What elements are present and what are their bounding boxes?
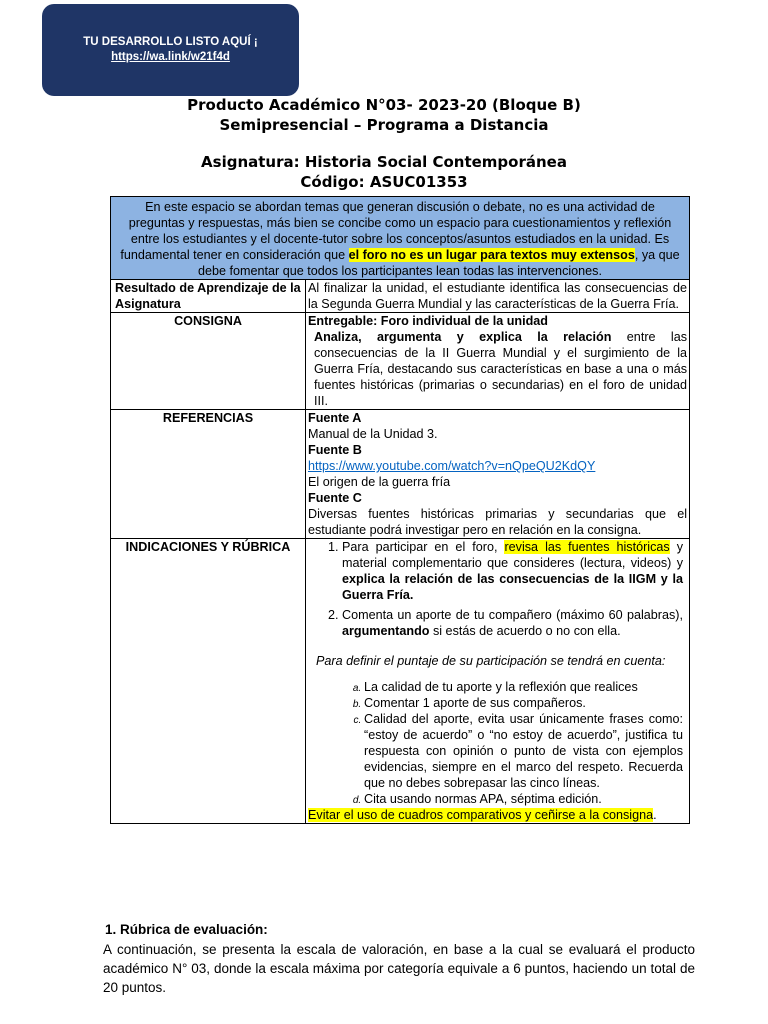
course-name: Asignatura: Historia Social Contemporánea [201,153,567,171]
fuente-b-link[interactable]: https://www.youtube.com/watch?v=nQpeQU2KdQY [308,459,596,473]
instruction-text: si estás de acuerdo o no con ella. [429,624,621,638]
intro-cell [111,197,690,280]
rubric-title: 1. Rúbrica de evaluación: [105,922,268,937]
referencias-cell [306,410,690,539]
fuente-a-label: Fuente A [308,411,362,425]
badge-text: TU DESARROLLO LISTO AQUÍ ¡ [83,36,258,48]
criteria-item: c. Calidad del aporte, evita usar únicamente frases como: “estoy de acuerdo” o “no estoy de acuerdo”, justifica tu respuesta con opinión o punto de vista con ejemplos evidencias, siempre en el marco del respeto. Recuerda que no debes sobrepasar las cinco líneas. [364,711,683,791]
instruction-item [342,539,683,603]
badge-link[interactable]: https://wa.link/w21f4d [111,51,230,63]
instruction-bold: argumentando [342,624,430,638]
rubric-section [103,920,695,997]
consigna-label: CONSIGNA [111,313,306,410]
rubric-text: A continuación, se presenta la escala de valoración, en base a la cual se evaluará el producto académico N° 03, donde la escala máxima por categoría equivale a 6 puntos, haciendo un total de 20 puntos. [103,942,695,995]
resultado-label: Resultado de Aprendizaje de la Asignatura [111,280,306,313]
warning-highlight: Evitar el uso de cuadros comparativos y ceñirse a la consigna [308,808,654,822]
fuente-c-label: Fuente C [308,491,362,505]
criteria-list [308,679,687,807]
criteria-item: a. La calidad de tu aporte y la reflexión que realices [364,679,683,695]
instruction-highlight: revisa las fuentes históricas [504,540,670,554]
activity-table [110,196,690,824]
consigna-cell [306,313,690,410]
fuente-b-label: Fuente B [308,443,362,457]
criteria-item: b. Comentar 1 aporte de sus compañeros. [364,695,683,711]
consigna-title: Entregable: Foro individual de la unidad [308,314,549,328]
resultado-text: Al finalizar la unidad, el estudiante identifica las consecuencias de la Segunda Guerra Mundial y las características de la Guerra Fría. [306,280,690,313]
warning-end: . [653,808,657,822]
fuente-b-text: El origen de la guerra fría [308,475,451,489]
instruction-text: y material complementario que consideres (lectura, videos) y [342,540,684,570]
instruction-bold: explica la relación de las consecuencias de la IIGM y la Guerra Fría. [342,572,683,602]
indicaciones-label: INDICACIONES Y RÚBRICA [111,539,306,824]
course-code: Código: ASUC01353 [300,173,468,191]
instructions-list [308,539,687,639]
intro-highlight: el foro no es un lugar para textos muy extensos [348,248,635,262]
indicaciones-cell [306,539,690,824]
document-title: Producto Académico N°03- 2023-20 (Bloque B) [187,96,581,114]
instruction-item [342,607,683,639]
program-subtitle: Semipresencial – Programa a Distancia [219,116,549,134]
intro-text: En este espacio se abordan temas que generan discusión o debate, no es una actividad de preguntas y respuestas, más bien se concibe como un espacio para cuestionamientos y reflexión entre los estudiantes y el docente-tutor sobre los conceptos/asuntos estudiados en la unidad. Es fundamental tener en consideración que [120,200,672,262]
whatsapp-promo-badge[interactable] [42,4,299,96]
referencias-label: REFERENCIAS [111,410,306,539]
criteria-intro: Para definir el puntaje de su participación se tendrá en cuenta: [316,654,666,668]
warning-note [308,807,687,823]
criteria-item: d. Cita usando normas APA, séptima edición. [364,791,683,807]
intro-text-end: , ya que debe fomentar que todos los participantes lean todas las intervenciones. [198,248,680,278]
instruction-text: Comenta un aporte de tu compañero (máximo 60 palabras), [342,608,683,622]
consigna-body [308,329,687,409]
fuente-a-text: Manual de la Unidad 3. [308,427,438,441]
fuente-c-text: Diversas fuentes históricas primarias y secundarias que el estudiante podrá investigar pero en relación en la consigna. [308,507,687,537]
consigna-bold: Analiza, argumenta y explica la relación [314,330,612,344]
instruction-text: Para participar en el foro, [342,540,505,554]
consigna-text: entre las consecuencias de la II Guerra Mundial y el surgimiento de la Guerra Fría, destacando sus características en base a una o más fuentes históricas (primarias o secundarias) en el foro de unidad III. [314,330,687,408]
